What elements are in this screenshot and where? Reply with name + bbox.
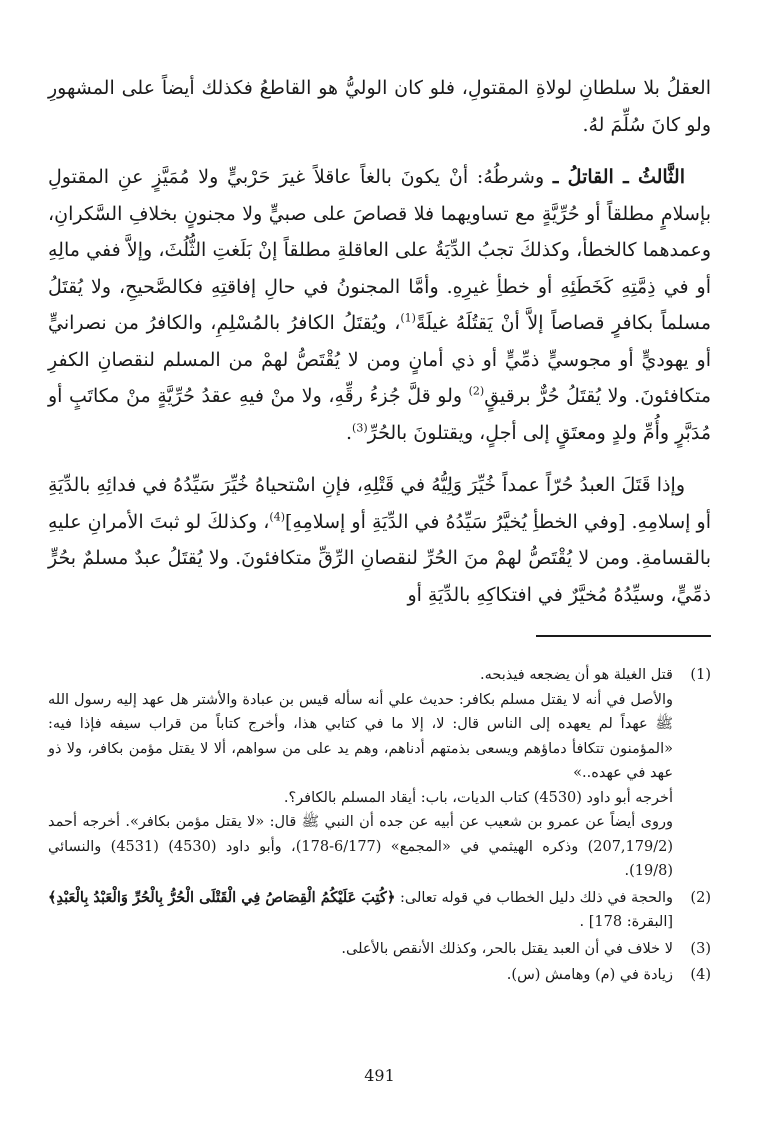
footnote-number: (3) [690, 940, 711, 957]
footnote-3 [48, 937, 711, 962]
footnote-ref-2[interactable]: (2) [468, 384, 485, 398]
footnote-line: قتل الغيلة هو أن يضجعه فيذبحه. [480, 667, 673, 683]
footnote-line: والأصل في أنه لا يقتل مسلم بكافر: حديث علي أنه سأله قيس بن عبادة والأشتر هل عهد إليه رسول الله ﷺ عهداً لم يعهده إلى الناس قال: لا، إلا ما في كتابي هذا، وأخرج كتاباً من قراب سيفه فإذا فيه: «المؤمنون تتكافأ دماؤهم ويسعى بذمتهم أدناهم، وهم يد على من سواهم، ألا لا يقتل مؤمن بكافر، ولا ذو عهد في عهده..» [48, 691, 673, 781]
paragraph-3 [48, 467, 711, 613]
footnote-body [48, 663, 673, 884]
footnotes [48, 663, 711, 988]
footnote-number: (4) [690, 967, 711, 983]
footnote-number: (2) [690, 889, 711, 906]
footnote-body [48, 963, 673, 988]
paragraph-2 [48, 159, 711, 451]
page-number: 491 [364, 1066, 395, 1085]
footnote-1 [48, 663, 711, 884]
paragraph-1: العقلُ بلا سلطانِ لولاةِ المقتولِ، فلو كان الوليُّ هو القاطعُ فكذلك أيضاً على المشهورِ ولو كانَ سُلِّمَ لهُ. [48, 77, 711, 136]
section-heading-third: الثَّالثُ ـ القاتلُ ـ [552, 166, 685, 188]
footnote-body [48, 886, 673, 935]
paragraph-3-text-b: ، وكذلكَ لو ثبتَ الأمرانِ عليهِ بالقسامةِ. ومن لا يُقْتَصُّ لهمْ منَ الحُرِّ لنقصانِ الرِّقِّ متكافئونَ. ولا يُقتَلُ عبدٌ مسلمٌ بحُرٍّ ذمِّيٍّ، وسيِّدُهُ مُخيَّرٌ في افتكاكِهِ بالدِّيَةِ أو [48, 510, 711, 606]
paragraph-2-text-d: . [345, 421, 353, 444]
footnote-ref-3[interactable]: (3) [352, 421, 368, 435]
footnote-text: [البقرة: 178] . [579, 914, 673, 930]
footnote-line: وروى أيضاً عن عمرو بن شعيب عن أبيه عن جده أن النبي ﷺ قال: «لا يقتل مؤمن بكافر». أخرجه أحمد (207,179/2) وذكره الهيثمي في «المجمع» (6/177-178)، وأبو داود (4530) (4531) والنسائي (19/8). [48, 814, 673, 879]
main-text [48, 70, 711, 613]
footnote-2 [48, 886, 711, 935]
paragraph-3-text-a: وإذا قَتَلَ العبدُ حُرّاً عمداً خُيِّرَ وَلِيُّهُ في قَتْلِهِ، فإنِ اسْتحياهُ خُيِّرَ سَيِّدُهُ في فدائِهِ بالدِّيَةِ أو إسلامِهِ. [وفي الخطأِ يُخيَّرُ سَيِّدُهُ في الدِّيَةِ أو إسلامِهِ] [48, 474, 711, 533]
quran-verse: ﴿كُتِبَ عَلَيْكُمُ الْقِصَاصُ فِي الْقَتْلَى الْحُرُّ بِالْحُرِّ وَالْعَبْدُ بِالْعَبْدِ﴾ [48, 888, 396, 906]
footnote-text: والحجة في ذلك دليل الخطاب في قوله تعالى: [395, 889, 673, 906]
paragraph-2-text-b: ، ويُقتَلُ الكافرُ بالمُسْلِمِ، والكافرُ من نصرانيٍّ أو يهوديٍّ أو مجوسيٍّ ذمِّيٍّ أو ذي أمانٍ ومن لا يُقْتَصُّ لهمْ من المسلم لنقصانِ الكفرِ متكافئونَ. ولا يُقتَلُ حُرٌّ برقيقٍ [48, 312, 711, 407]
footnote-ref-1[interactable]: (1) [400, 311, 416, 325]
paragraph-2-text-c: ولو قلَّ جُزءُ رقِّهِ، ولا منْ فيهِ عقدُ حُرِّيَّةٍ منْ مكاتَبٍ أو مُدَبَّرٍ وأُمِّ ولدٍ ومعتَقٍ إلى أجلٍ، ويقتلونَ بالحُرِّ [48, 385, 711, 444]
footnote-ref-4[interactable]: (4) [269, 510, 286, 524]
footnote-number: (1) [690, 667, 711, 683]
footnote-text: لا خلاف في أن العبد يقتل بالحر، وكذلك الأنقص بالأعلى. [341, 940, 673, 957]
footnote-separator [536, 635, 711, 637]
paragraph-2-text-a: وشرطُهُ: أنْ يكونَ بالغاً عاقلاً غيرَ حَرْبيٍّ ولا مُمَيَّزٍ عنِ المقتولِ بإسلامٍ مطلقاً أو حُرِّيَّةٍ مع تساويهما فلا قصاصَ على صبيٍّ ولا مجنونٍ بخلافِ السَّكرانِ، وعمدهما كالخطأ، وكذلكَ تجبُ الدِّيَةُ على العاقلةِ مطلقاً إنْ بَلَغتِ الثُّلُثَ، وإلاَّ ففي مالِهِ أو في ذِمَّتِهِ كَخَطَئِهِ أو خطأِ غيرِهِ. وأمَّا المجنونُ في حالِ إفاقتِهِ فكالصَّحيحِ، ولا يُقتَلُ مسلماً بكافرٍ قصاصاً إلاَّ أنْ يَقتُلَهُ غيلَةً [48, 166, 712, 334]
footnote-4 [48, 963, 711, 988]
footnote-body [48, 937, 673, 962]
footnote-text: زيادة في (م) وهامش (س). [506, 967, 673, 983]
footnote-line: أخرجه أبو داود (4530) كتاب الديات، باب: أيقاد المسلم بالكافر؟. [283, 789, 673, 806]
